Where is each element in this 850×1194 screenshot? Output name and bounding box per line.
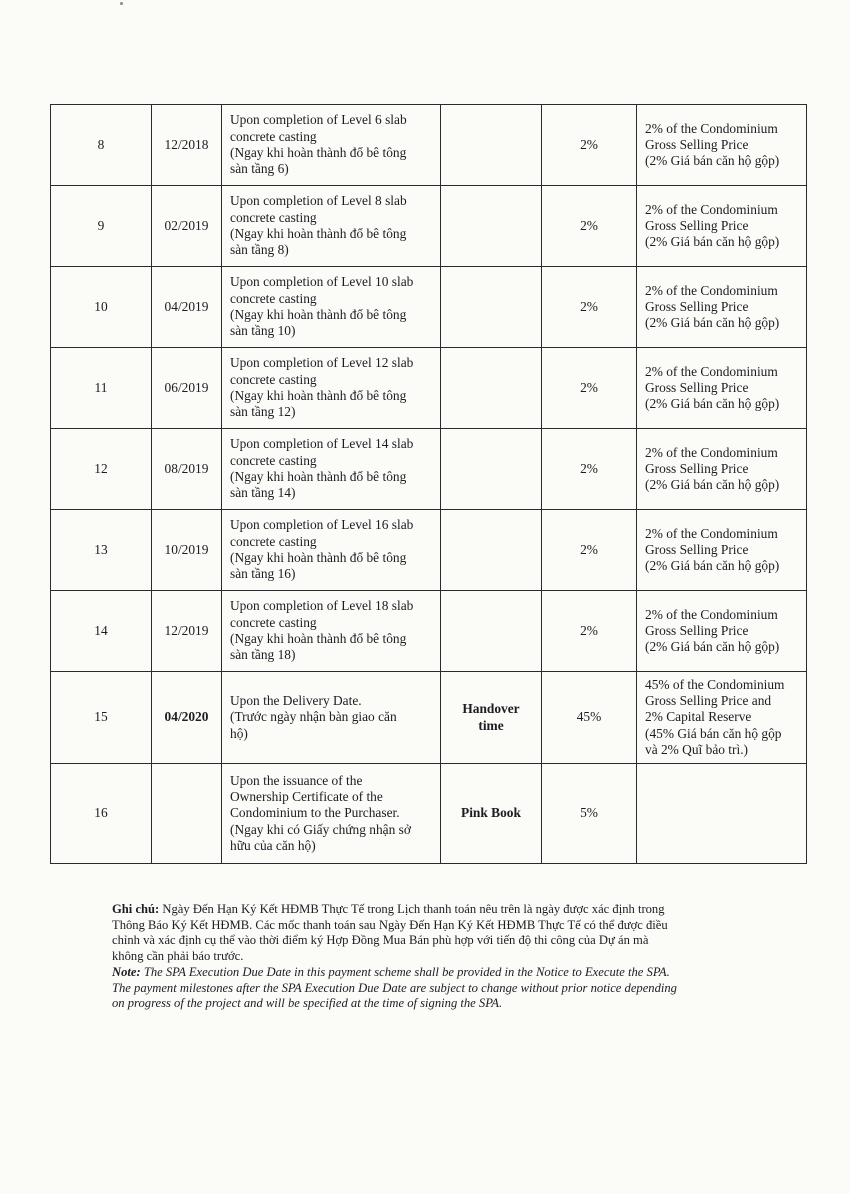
milestone-line: concrete casting — [230, 209, 317, 225]
amount-line: Gross Selling Price — [645, 541, 749, 557]
event-cell — [441, 267, 542, 348]
amount-line: Gross Selling Price — [645, 298, 749, 314]
amount-line: và 2% Quĩ bảo trì.) — [645, 741, 749, 757]
amount-line: 45% of the Condominium — [645, 676, 785, 692]
milestone-line: (Ngay khi hoàn thành đổ bê tông — [230, 145, 407, 160]
amount-line: 2% of the Condominium — [645, 444, 778, 460]
milestone-line: concrete casting — [230, 371, 317, 387]
percent-cell: 2% — [542, 105, 637, 186]
milestone-cell — [222, 672, 441, 764]
installment-date: 12/2018 — [152, 105, 222, 186]
milestone-line: (Ngay khi có Giấy chứng nhận sở — [230, 821, 411, 837]
installment-number: 15 — [51, 672, 152, 764]
milestone-line: sàn tầng 14) — [230, 485, 296, 501]
installment-date: 06/2019 — [152, 348, 222, 429]
amount-line: (45% Giá bán căn hộ gộp — [645, 725, 782, 741]
amount-line: (2% Giá bán căn hộ gộp) — [645, 558, 780, 574]
amount-cell — [637, 105, 807, 186]
amount-line: Gross Selling Price — [645, 379, 749, 395]
milestone-line: Ownership Certificate of the — [230, 789, 383, 805]
vietnamese-note-label: Ghi chú: — [112, 902, 160, 916]
milestone-line: (Ngay khi hoàn thành đổ bê tông — [230, 226, 407, 241]
amount-line: Gross Selling Price — [645, 136, 749, 152]
amount-line: Gross Selling Price — [645, 622, 749, 638]
percent-cell: 45% — [542, 672, 637, 764]
installment-date: 02/2019 — [152, 186, 222, 267]
milestone-line: concrete casting — [230, 128, 317, 144]
amount-line: 2% of the Condominium — [645, 282, 778, 298]
milestone-line: concrete casting — [230, 452, 317, 468]
milestone-cell — [222, 105, 441, 186]
milestone-cell — [222, 267, 441, 348]
milestone-line: Upon completion of Level 16 slab — [230, 517, 414, 533]
milestone-line: concrete casting — [230, 614, 317, 630]
event-cell — [441, 429, 542, 510]
installment-number: 14 — [51, 591, 152, 672]
milestone-line: (Trước ngày nhận bàn giao căn — [230, 709, 397, 725]
amount-cell — [637, 348, 807, 429]
event-cell — [441, 105, 542, 186]
milestone-line: sàn tầng 10) — [230, 323, 296, 339]
installment-number: 11 — [51, 348, 152, 429]
amount-line: (2% Giá bán căn hộ gộp) — [645, 315, 780, 331]
milestone-line: sàn tầng 8) — [230, 242, 289, 258]
installment-number: 8 — [51, 105, 152, 186]
milestone-line: (Ngay khi hoàn thành đổ bê tông — [230, 631, 407, 646]
amount-line: 2% of the Condominium — [645, 606, 778, 622]
table-row — [51, 510, 807, 591]
milestone-line: Upon completion of Level 10 slab — [230, 274, 414, 290]
milestone-line: (Ngay khi hoàn thành đổ bê tông — [230, 550, 407, 565]
table-row — [51, 348, 807, 429]
table-row — [51, 186, 807, 267]
milestone-line: hộ) — [230, 725, 248, 741]
milestone-line: sàn tầng 18) — [230, 647, 296, 663]
vietnamese-note-line-4: không cần phải báo trước. — [112, 949, 244, 964]
installment-date: 04/2019 — [152, 267, 222, 348]
milestone-line: Upon completion of Level 12 slab — [230, 355, 414, 371]
milestone-cell — [222, 186, 441, 267]
amount-line: Gross Selling Price — [645, 460, 749, 476]
amount-line: 2% of the Condominium — [645, 525, 778, 541]
milestone-line: (Ngay khi hoàn thành đổ bê tông — [230, 307, 407, 322]
vietnamese-note — [112, 902, 792, 965]
milestone-line: sàn tầng 12) — [230, 404, 296, 420]
amount-line: (2% Giá bán căn hộ gộp) — [645, 639, 780, 655]
vietnamese-note-line-2: Thông Báo Ký Kết HĐMB. Các mốc thanh toán sau Ngày Đến Hạn Ký Kết HĐMB Thực Tế có thể được điều — [112, 917, 668, 932]
percent-cell: 2% — [542, 429, 637, 510]
milestone-line: Upon completion of Level 14 slab — [230, 436, 414, 452]
vietnamese-note-line-1 — [112, 902, 792, 918]
amount-line: (2% Giá bán căn hộ gộp) — [645, 396, 780, 412]
event-cell — [441, 672, 542, 764]
percent-cell: 2% — [542, 510, 637, 591]
milestone-line: Upon completion of Level 6 slab — [230, 112, 407, 128]
milestone-line: concrete casting — [230, 290, 317, 306]
amount-line: 2% Capital Reserve — [645, 709, 752, 725]
installment-number: 13 — [51, 510, 152, 591]
percent-cell: 2% — [542, 267, 637, 348]
event-cell — [441, 348, 542, 429]
event-cell — [441, 186, 542, 267]
amount-line: (2% Giá bán căn hộ gộp) — [645, 477, 780, 493]
milestone-line: Upon completion of Level 8 slab — [230, 193, 407, 209]
installment-number: 9 — [51, 186, 152, 267]
installment-date: 08/2019 — [152, 429, 222, 510]
english-note-line-2: The payment milestones after the SPA Execution Due Date are subject to change without prior notice depending — [112, 980, 677, 995]
milestone-cell — [222, 591, 441, 672]
english-note-line-1 — [112, 965, 792, 981]
amount-cell — [637, 591, 807, 672]
amount-cell — [637, 764, 807, 864]
installment-date: 10/2019 — [152, 510, 222, 591]
installment-number: 16 — [51, 764, 152, 864]
percent-cell: 5% — [542, 764, 637, 864]
milestone-line: (Ngay khi hoàn thành đổ bê tông — [230, 469, 407, 484]
event-line: Handover — [462, 701, 520, 717]
vietnamese-note-line-3: chỉnh và xác định cụ thể vào thời điểm ký Hợp Đồng Mua Bán phù hợp với tiến độ thi công của Dự án mà — [112, 933, 649, 948]
english-note-text: The SPA Execution Due Date in this payment scheme shall be provided in the Notice to Execute the SPA. — [140, 964, 670, 979]
milestone-cell — [222, 510, 441, 591]
table-row — [51, 764, 807, 864]
amount-line: (2% Giá bán căn hộ gộp) — [645, 153, 780, 169]
installment-number: 12 — [51, 429, 152, 510]
english-note — [112, 965, 792, 1012]
amount-cell — [637, 267, 807, 348]
milestone-line: Upon the Delivery Date. — [230, 693, 362, 709]
event-line: time — [478, 717, 504, 733]
event-line: Pink Book — [461, 805, 521, 821]
english-note-label: Note: — [112, 964, 141, 979]
event-cell — [441, 510, 542, 591]
percent-cell: 2% — [542, 186, 637, 267]
milestone-cell — [222, 764, 441, 864]
amount-cell — [637, 672, 807, 764]
amount-line: Gross Selling Price — [645, 217, 749, 233]
milestone-line: sàn tầng 16) — [230, 566, 296, 582]
notes-block — [112, 902, 792, 1012]
installment-number: 10 — [51, 267, 152, 348]
milestone-line: hữu của căn hộ) — [230, 837, 316, 853]
milestone-cell — [222, 429, 441, 510]
amount-cell — [637, 510, 807, 591]
event-cell — [441, 591, 542, 672]
table-row — [51, 672, 807, 764]
payment-schedule-table — [50, 104, 807, 864]
amount-line: 2% of the Condominium — [645, 120, 778, 136]
milestone-line: concrete casting — [230, 533, 317, 549]
amount-line: 2% of the Condominium — [645, 363, 778, 379]
amount-cell — [637, 186, 807, 267]
payment-schedule-body — [51, 105, 807, 864]
table-row — [51, 591, 807, 672]
milestone-line: (Ngay khi hoàn thành đổ bê tông — [230, 388, 407, 403]
scan-speck — [120, 2, 123, 5]
english-note-line-3: on progress of the project and will be specified at the time of signing the SPA. — [112, 996, 503, 1011]
table-row — [51, 267, 807, 348]
installment-date: 12/2019 — [152, 591, 222, 672]
amount-line: 2% of the Condominium — [645, 201, 778, 217]
amount-line: (2% Giá bán căn hộ gộp) — [645, 234, 780, 250]
installment-date: 04/2020 — [152, 672, 222, 764]
percent-cell: 2% — [542, 348, 637, 429]
installment-date — [152, 764, 222, 864]
milestone-line: Condominium to the Purchaser. — [230, 805, 400, 821]
milestone-line: sàn tầng 6) — [230, 161, 289, 177]
event-cell — [441, 764, 542, 864]
milestone-line: Upon the issuance of the — [230, 772, 363, 788]
vietnamese-note-text: Ngày Đến Hạn Ký Kết HĐMB Thực Tế trong Lịch thanh toán nêu trên là ngày được xác định trong — [159, 902, 665, 916]
amount-line: Gross Selling Price and — [645, 693, 772, 709]
milestone-line: Upon completion of Level 18 slab — [230, 598, 414, 614]
milestone-cell — [222, 348, 441, 429]
amount-cell — [637, 429, 807, 510]
table-row — [51, 105, 807, 186]
percent-cell: 2% — [542, 591, 637, 672]
table-row — [51, 429, 807, 510]
